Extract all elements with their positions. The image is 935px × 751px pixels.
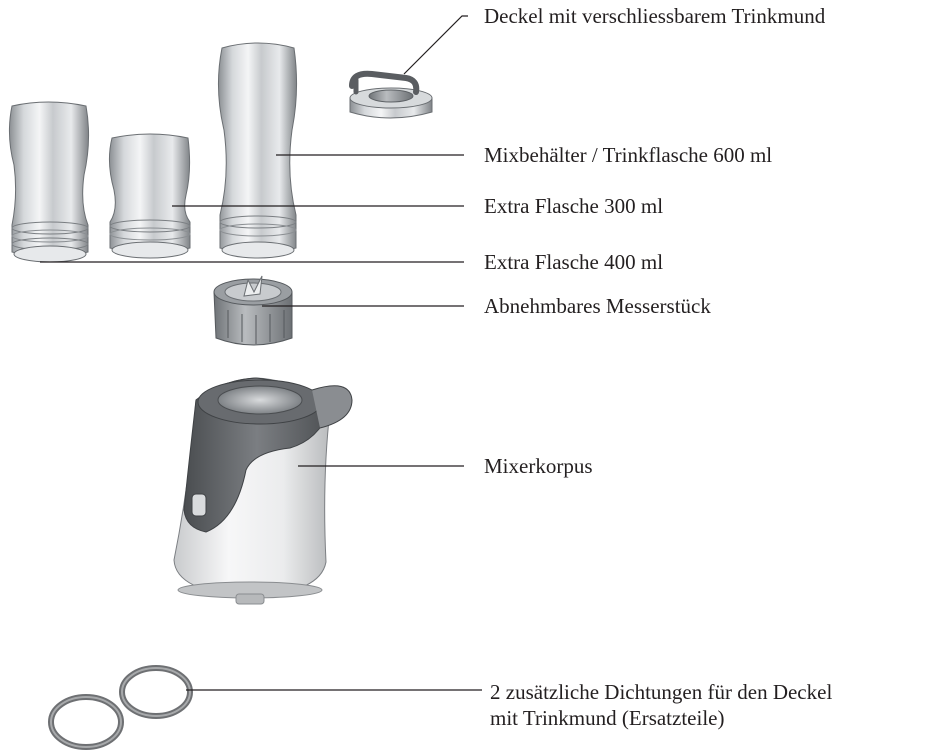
- label-mixer-body: Mixerkorpus: [484, 454, 593, 478]
- label-bottle-400ml: Extra Flasche 400 ml: [484, 250, 664, 274]
- bottle-300ml: [109, 134, 190, 258]
- label-bottle-600ml: Mixbehälter / Trinkflasche 600 ml: [484, 143, 773, 167]
- label-spare-seals: [490, 679, 935, 731]
- lid-with-spout: [350, 74, 432, 118]
- leader-line-lid: [404, 16, 468, 74]
- blade-unit: [214, 276, 292, 345]
- label-blade-unit: Abnehmbares Messerstück: [484, 294, 711, 318]
- label-lid: Deckel mit verschliessbarem Trinkmund: [484, 4, 826, 28]
- mixer-body: [174, 378, 352, 604]
- label-bottle-300ml: Extra Flasche 300 ml: [484, 194, 664, 218]
- bottle-400ml: [9, 102, 88, 262]
- spare-seals: [51, 668, 190, 747]
- label-spare-seals-line2: mit Trinkmund (Ersatzteile): [490, 706, 725, 730]
- label-spare-seals-line1: 2 zusätzliche Dichtungen für den Deckel: [490, 680, 833, 704]
- bottle-600ml: [218, 43, 296, 258]
